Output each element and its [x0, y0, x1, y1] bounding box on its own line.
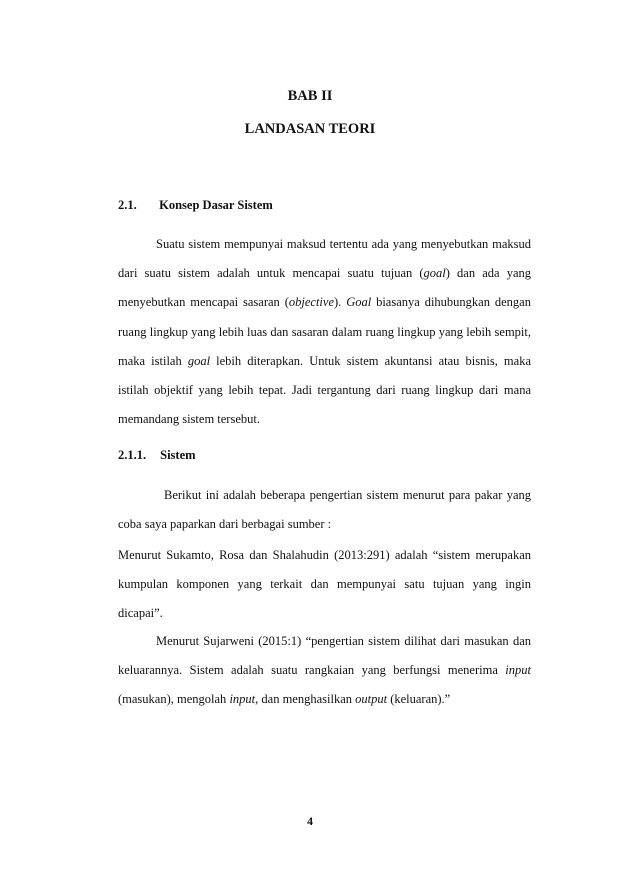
chapter-title: LANDASAN TEORI — [244, 121, 376, 137]
text-line: coba saya paparkan dari berbagai sumber : — [118, 517, 332, 532]
page-number: 4 — [307, 814, 313, 828]
section-number: 2.1.1. — [118, 448, 147, 462]
paragraph-konsep-dasar — [118, 230, 531, 434]
text-line: Menurut Sukamto, Rosa dan Shalahudin (2013:291) adalah “sistem merupakan — [118, 548, 531, 562]
text-line: memandang sistem tersebut. — [118, 412, 260, 427]
section-heading-2-1 — [118, 198, 273, 213]
text-line: Suatu sistem mempunyai maksud tertentu ada yang menyebutkan maksud — [156, 237, 531, 251]
text-line: (masukan), mengolah input, dan menghasilkan output (keluaran).” — [118, 692, 451, 707]
text-line: istilah objektif yang lebih tepat. Jadi tergantung dari ruang lingkup dari mana — [118, 382, 531, 397]
text-line: Berikut ini adalah beberapa pengertian sistem menurut para pakar yang — [164, 488, 531, 502]
text-line: Menurut Sujarweni (2015:1) “pengertian sistem dilihat dari masukan dan — [156, 634, 531, 648]
section-heading-2-1-1 — [118, 448, 196, 463]
chapter-number: BAB II — [287, 88, 333, 104]
text-line: dicapai”. — [118, 606, 163, 621]
text-line: menyebutkan mencapai sasaran (objective). Goal biasanya dihubungkan dengan — [118, 295, 531, 310]
paragraph-definition-sukamto — [118, 541, 531, 629]
paragraph-definition-sujarweni — [118, 627, 531, 715]
text-line: ruang lingkup yang lebih luas dan sasaran dalam ruang lingkup yang lebih sempit, — [118, 324, 531, 339]
text-line: maka istilah goal lebih diterapkan. Untuk sistem akuntansi atau bisnis, maka — [118, 353, 531, 368]
text-line: kumpulan komponen yang terkait dan mempunyai satu tujuan yang ingin — [118, 577, 531, 592]
section-number: 2.1. — [118, 198, 137, 212]
section-title: Sistem — [160, 448, 196, 462]
paragraph-sistem-intro — [118, 481, 531, 539]
section-title: Konsep Dasar Sistem — [159, 198, 273, 212]
text-line: keluarannya. Sistem adalah suatu rangkaian yang berfungsi menerima input — [118, 663, 531, 678]
text-line: dari suatu sistem adalah untuk mencapai suatu tujuan (goal) dan ada yang — [118, 266, 531, 281]
